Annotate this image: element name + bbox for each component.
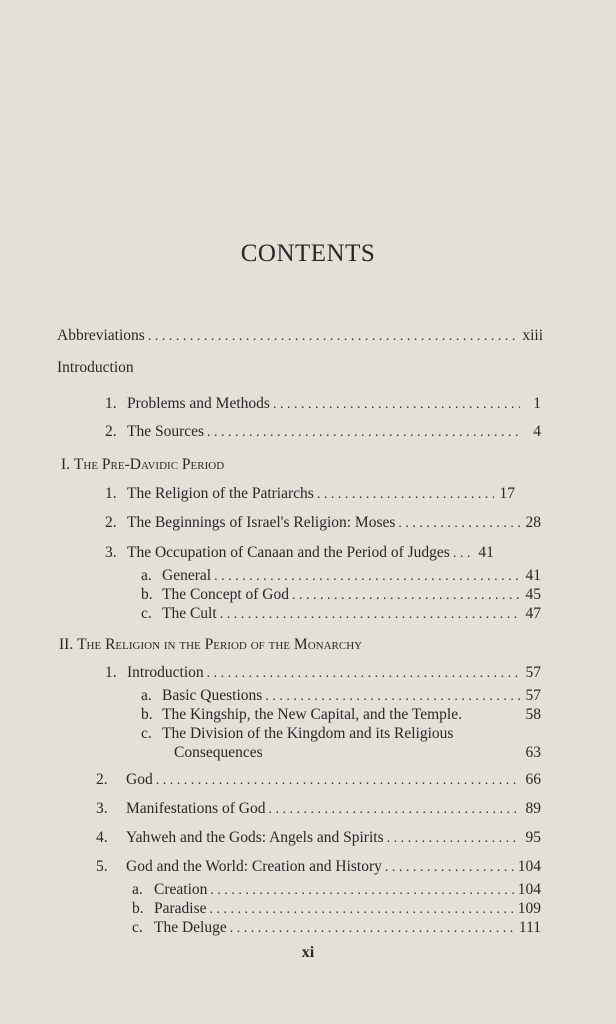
leader-dots [268,800,520,820]
toc-page-number: 17 [499,485,515,502]
toc-entry-introduction: Introduction [57,359,134,376]
toc-label: Creation [154,881,208,898]
toc-page-number: 111 [518,919,541,936]
toc-label: The Cult [162,605,217,622]
toc-page-number: 95 [525,829,541,846]
toc-label: General [162,567,212,584]
toc-label: The Sources [127,423,205,440]
toc-entry [105,422,541,443]
leader-dots [210,900,515,920]
toc-entry [141,686,541,707]
toc-page-number: 104 [517,881,541,898]
leader-dots [453,544,473,564]
toc-number: a. [132,881,143,898]
toc-label: The Deluge [154,919,227,936]
toc-entry [105,663,541,684]
toc-number: 4. [96,829,108,846]
leader-dots [207,664,520,684]
leader-dots [210,881,514,901]
toc-number: 2. [105,514,117,531]
toc-entry [141,705,541,725]
toc-number: 5. [96,858,108,875]
toc-entry [96,770,541,791]
toc-label: The Beginnings of Israel's Religion: Moses [127,514,396,531]
leader-dots [398,514,520,534]
toc-label: The Division of the Kingdom and its Religious [162,725,454,742]
toc-number: I. [61,456,71,473]
toc-label: Manifestations of God [126,800,266,817]
leader-dots [214,567,520,587]
toc-number: 3. [105,544,117,561]
toc-page-number: 1 [533,395,541,412]
toc-number: 1. [105,664,117,681]
toc-number: b. [132,900,144,917]
toc-page-number: 45 [525,586,541,603]
toc-entry [105,394,541,415]
toc-label: The Occupation of Canaan and the Period of Judges [127,544,450,561]
toc-label: God and the World: Creation and History [126,858,382,875]
toc-entry [132,899,541,920]
toc-page-number: 109 [517,900,541,917]
toc-page-number: xiii [522,327,543,344]
toc-page-number: 28 [525,514,541,531]
toc-label: Abbreviations [57,327,145,344]
toc-page-number: 63 [525,744,541,761]
toc-label: Problems and Methods [127,395,270,412]
toc-label: The Pre-Davidic Period [73,456,225,473]
toc-number: 1. [105,395,117,412]
toc-label: Yahweh and the Gods: Angels and Spirits [126,829,384,846]
toc-page-number: 104 [517,858,541,875]
toc-entry [96,857,541,878]
toc-entry [105,543,541,564]
toc-label: Paradise [154,900,207,917]
toc-part-heading [61,455,224,475]
leader-dots [385,858,515,878]
page-number-footer: xi [301,944,315,961]
toc-page-number: 47 [525,605,541,622]
leader-dots [265,687,520,707]
toc-number: c. [141,605,152,622]
leader-dots [156,771,520,791]
toc-number: a. [141,687,152,704]
toc-page-number: 4 [533,423,541,440]
toc-label: Basic Questions [162,687,263,704]
toc-entry-continuation [174,743,541,763]
leader-dots [317,485,494,505]
toc-number: a. [141,567,152,584]
toc-number: b. [141,586,153,603]
toc-label: Introduction [127,664,204,681]
toc-entry [105,513,541,534]
toc-number: b. [141,706,153,723]
toc-page-number: 57 [525,687,541,704]
toc-page-number: 66 [525,771,541,788]
leader-dots [292,586,520,606]
leader-dots [148,327,520,347]
toc-entry [141,724,541,744]
toc-number: c. [132,919,143,936]
page-title: CONTENTS [240,240,376,267]
toc-entry [132,880,541,901]
toc-entry [96,828,541,849]
toc-number: c. [141,725,152,742]
toc-entry [132,918,541,939]
toc-entry [105,484,515,505]
leader-dots [387,829,520,849]
toc-number: 2. [105,423,117,440]
toc-label: God [126,771,153,788]
toc-label: The Religion in the Period of the Monarchy [77,636,363,653]
toc-entry-abbreviations [57,326,543,347]
toc-number: 3. [96,800,108,817]
leader-dots [273,395,520,415]
toc-label: Consequences [174,744,263,761]
toc-number: II. [59,636,74,653]
leader-dots [230,919,516,939]
toc-entry [141,604,541,625]
toc-page-number: 89 [525,800,541,817]
leader-dots [220,605,520,625]
toc-label: The Concept of God [162,586,289,603]
toc-part-heading [59,635,362,655]
leader-dots [207,423,520,443]
toc-number: 1. [105,485,117,502]
toc-page-number: 58 [525,706,541,723]
toc-entry [141,566,541,587]
toc-number: 2. [96,771,108,788]
toc-label: The Religion of the Patriarchs [127,485,314,502]
toc-label: The Kingship, the New Capital, and the Temple. [162,706,462,723]
toc-page-number: 57 [525,664,541,681]
toc-page-number: 41 [478,544,494,561]
toc-entry [96,799,541,820]
toc-page-number: 41 [525,567,541,584]
toc-entry [141,585,541,606]
